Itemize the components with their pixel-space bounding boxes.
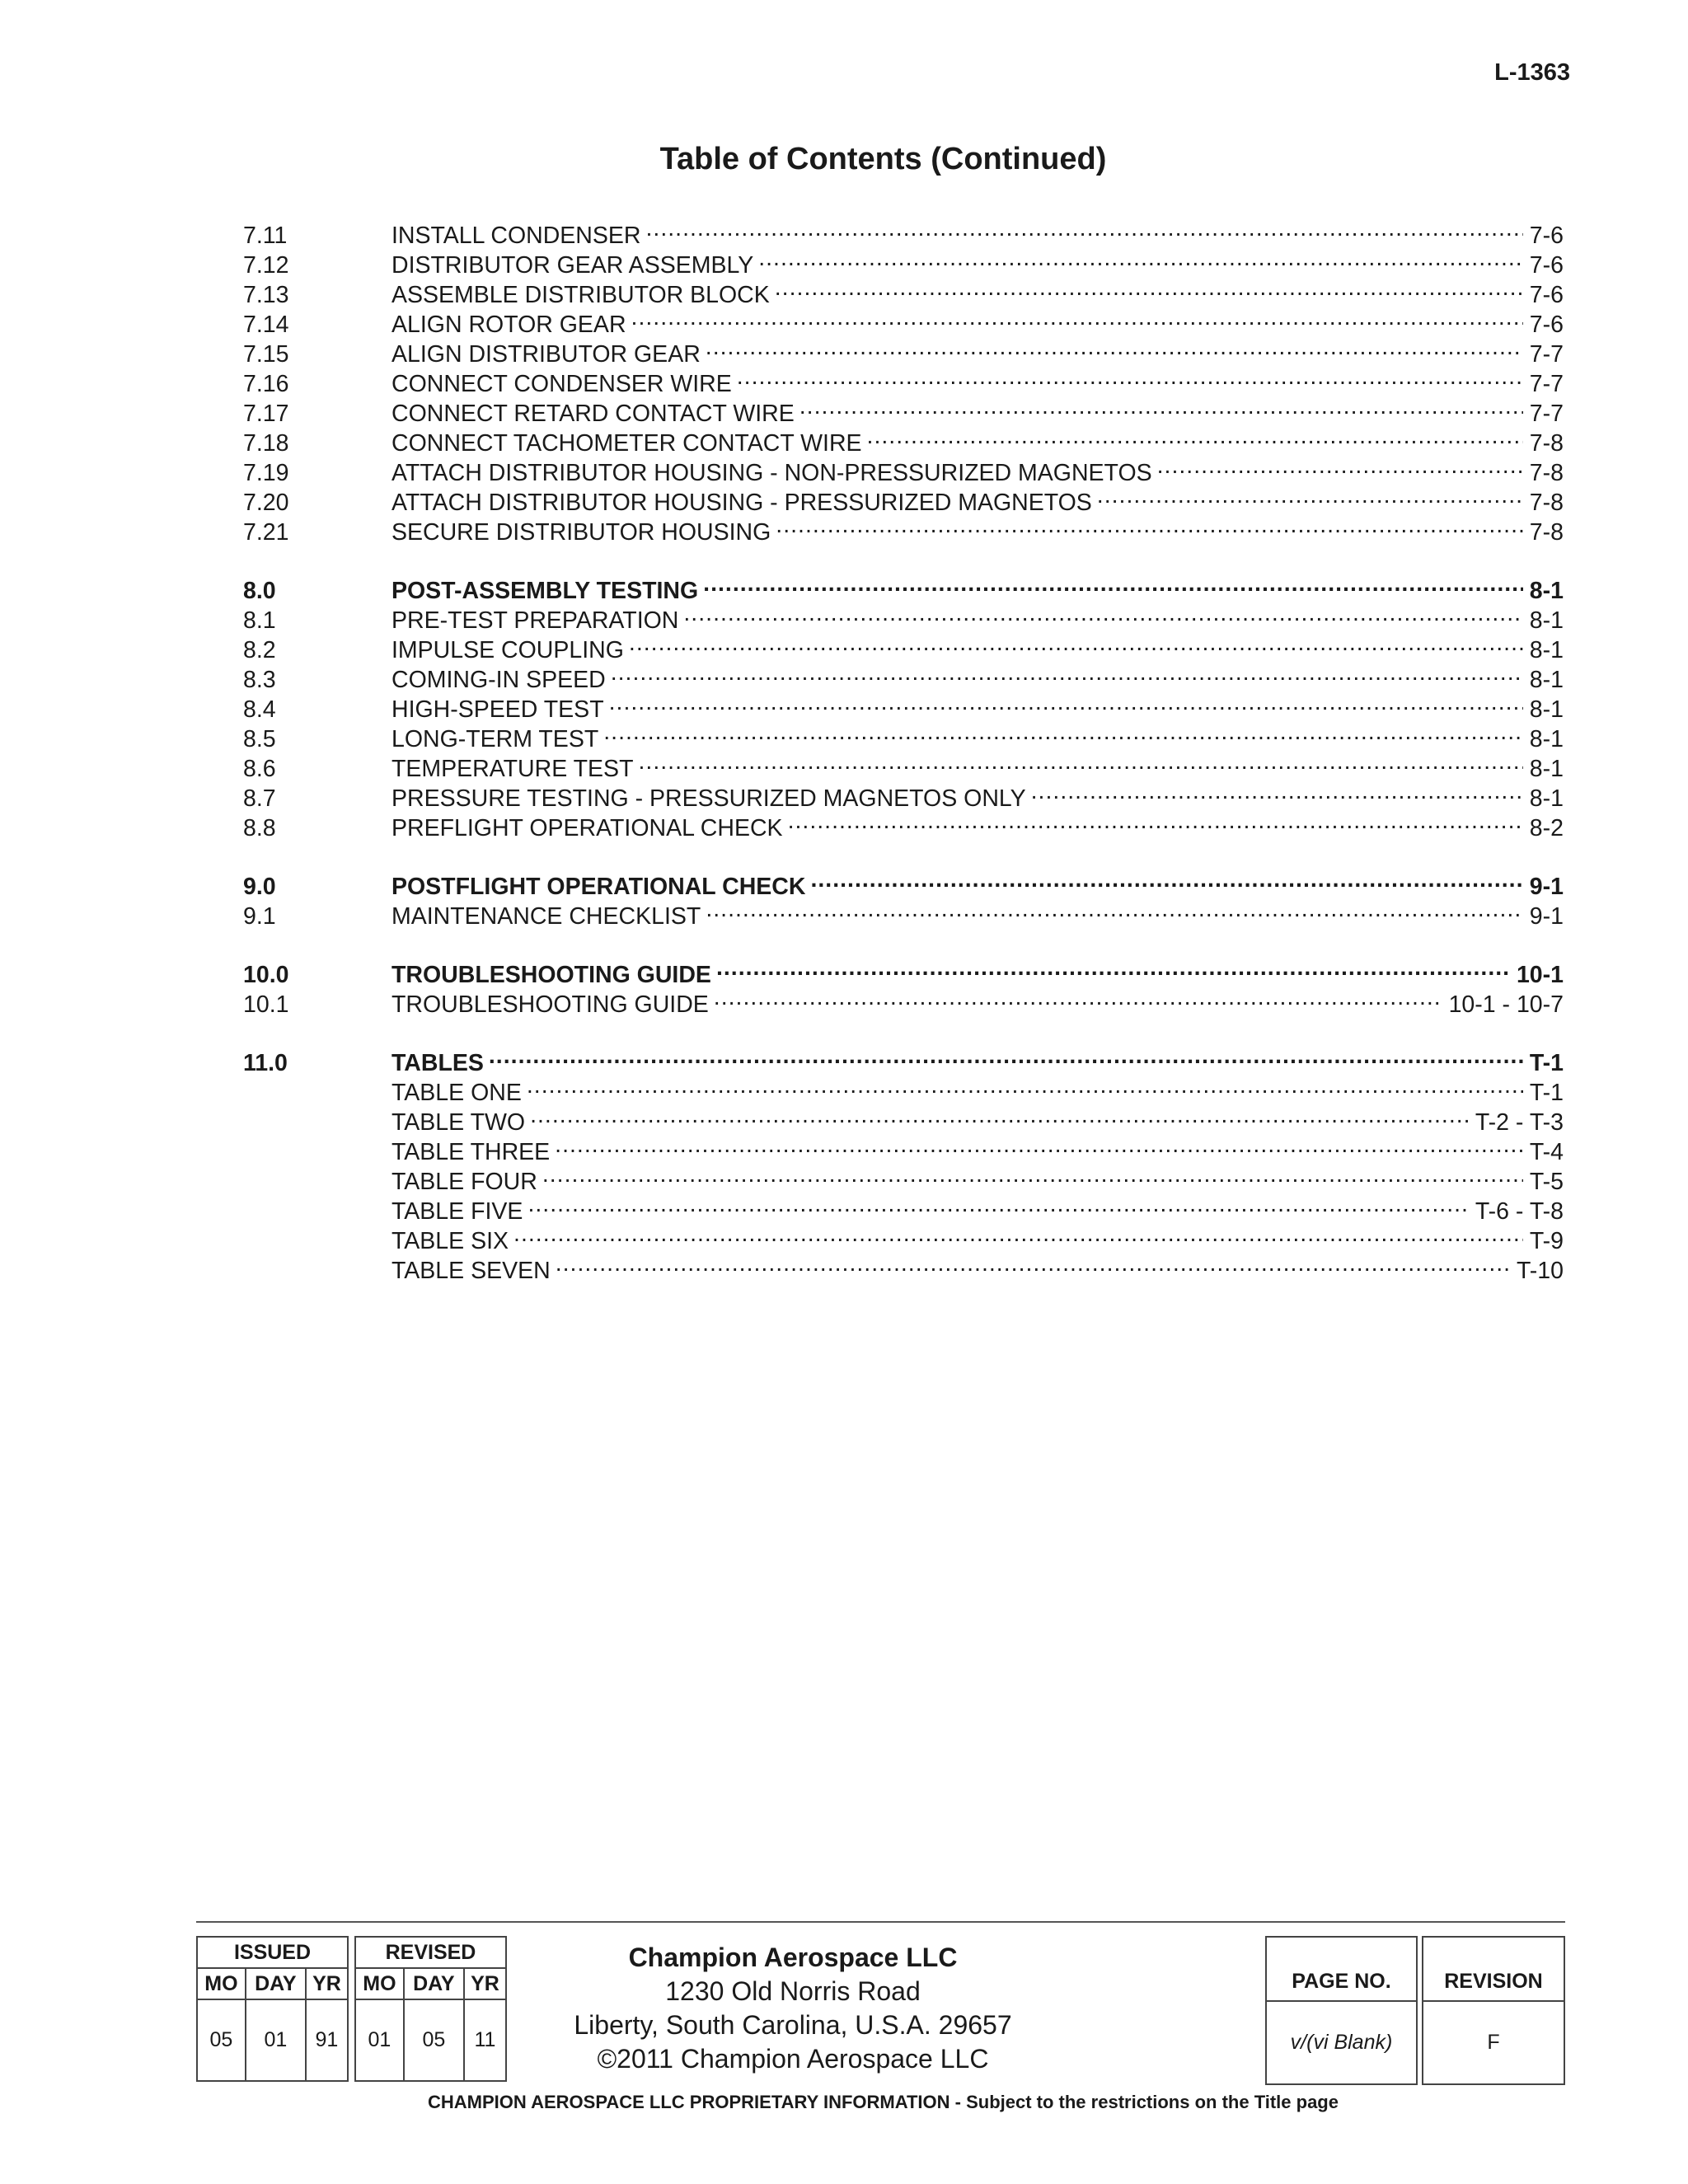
toc-entry-page: 7-7 [1529,371,1564,397]
toc-entry-number: 10.1 [243,991,289,1018]
toc-entry-title: TROUBLESHOOTING GUIDE [392,962,711,988]
toc-entry-number: 8.5 [243,726,276,752]
toc-dot-leader [603,717,1523,747]
toc-dot-leader [631,302,1523,332]
revised-yr: 11 [464,1999,506,2081]
toc-entry-page: T-4 [1529,1139,1564,1165]
toc-entry-page: 9-1 [1529,874,1564,900]
issued-yr-label: YR [306,1968,348,1999]
toc-entry-number: 7.16 [243,371,289,397]
toc-entry-page: 7-6 [1529,312,1564,338]
toc-dot-leader [527,1071,1523,1100]
toc-dot-leader [714,982,1442,1012]
toc-entry-page: 7-6 [1529,252,1564,279]
toc-entry-title: TABLE TWO [392,1109,526,1136]
toc-dot-leader [703,569,1523,598]
toc-entry [243,569,1564,604]
toc-entry-number: 7.21 [243,519,289,546]
toc-entry-number: 8.0 [243,578,276,604]
toc-entry-number: 9.0 [243,874,276,900]
toc-dot-leader [1097,480,1523,510]
toc-entry-title: HIGH-SPEED TEST [392,696,604,723]
issued-day: 01 [246,1999,306,2081]
toc-entry-page: 7-8 [1529,519,1564,546]
toc-entry-title: TROUBLESHOOTING GUIDE [392,991,709,1018]
toc-dot-leader [528,1189,1468,1219]
toc-entry-number: 7.13 [243,282,289,308]
toc-entry-page: 8-1 [1529,726,1564,752]
page-title: Table of Contents (Continued) [659,142,1107,176]
toc-entry-number: 8.4 [243,696,276,723]
company-copyright: ©2011 Champion Aerospace LLC [597,2044,989,2074]
toc-dot-leader [867,421,1523,451]
toc-entry-number: 7.20 [243,490,289,516]
toc-entry-title: TABLE ONE [392,1080,522,1106]
toc-entry-page: 9-1 [1529,903,1564,930]
toc-entry-page: 7-8 [1529,490,1564,516]
toc-dot-leader [556,1249,1510,1278]
toc-entry-number: 7.14 [243,312,289,338]
toc-entry-page: T-2 - T-3 [1475,1109,1564,1136]
toc-entry-title: TABLE SIX [392,1228,509,1254]
company-address-line2: Liberty, South Carolina, U.S.A. 29657 [574,2010,1012,2040]
toc-entry-title: POST-ASSEMBLY TESTING [392,578,699,604]
toc-entry-number: 10.0 [243,962,289,988]
page-number-box [1265,1936,1418,2085]
toc-entry-title: ATTACH DISTRIBUTOR HOUSING - NON-PRESSURIZED MAGNETOS [392,460,1152,486]
toc-entry-title: TABLE FIVE [392,1198,523,1225]
revised-mo-label: MO [355,1968,404,1999]
toc-dot-leader [530,1100,1469,1130]
toc-entry [243,1041,1564,1076]
toc-dot-leader [611,658,1523,687]
page-number-label: PAGE NO. [1267,1938,1416,2002]
toc-entry-page: 7-6 [1529,223,1564,249]
footer-block [196,1936,1565,2087]
toc-dot-leader [799,391,1523,421]
toc-dot-leader [737,362,1523,391]
toc-entry-page: 7-7 [1529,341,1564,368]
toc-dot-leader [1031,776,1523,806]
toc-entry-page: T-9 [1529,1228,1564,1254]
toc-dot-leader [706,894,1522,924]
toc-entry-title: TABLE FOUR [392,1169,537,1195]
toc-entry-page: 7-8 [1529,430,1564,457]
toc-entry-page: 7-6 [1529,282,1564,308]
toc-dot-leader [776,510,1523,540]
company-name: Champion Aerospace LLC [628,1943,958,1972]
toc-entry-title: CONNECT CONDENSER WIRE [392,371,732,397]
document-number: L-1363 [1494,59,1570,86]
toc-dot-leader [638,747,1522,776]
toc-dot-leader [609,687,1523,717]
toc-entry-title: TABLE THREE [392,1139,551,1165]
toc-entry-title: CONNECT TACHOMETER CONTACT WIRE [392,430,862,457]
toc-entry-title: PREFLIGHT OPERATIONAL CHECK [392,815,783,841]
company-info [509,1936,1077,2074]
toc-entry-number: 8.6 [243,756,276,782]
toc-dot-leader [542,1160,1523,1189]
toc-entry-number: 8.2 [243,637,276,663]
toc-entry-title: IMPULSE COUPLING [392,637,624,663]
issued-mo-label: MO [197,1968,246,1999]
toc-dot-leader [683,598,1522,628]
toc-dot-leader [489,1041,1523,1071]
toc-dot-leader [775,273,1523,302]
toc-entry-number: 7.12 [243,252,289,279]
toc-entry-title: PRESSURE TESTING - PRESSURIZED MAGNETOS ONLY [392,785,1026,812]
toc-dot-leader [758,243,1523,273]
revised-label: REVISED [355,1937,506,1968]
toc-entry-page: 8-1 [1529,607,1564,634]
toc-entry-page: 8-1 [1529,696,1564,723]
toc-entry-page: 7-7 [1529,401,1564,427]
toc-entry-title: INSTALL CONDENSER [392,223,641,249]
toc-entry-page: T-5 [1529,1169,1564,1195]
toc-dot-leader [555,1130,1523,1160]
toc-dot-leader [706,332,1523,362]
issued-mo: 05 [197,1999,246,2081]
toc-entry-number: 8.1 [243,607,276,634]
footer-divider [196,1921,1565,1923]
toc-entry-number: 7.18 [243,430,289,457]
toc-entry [243,865,1564,900]
toc-entry-number: 8.3 [243,667,276,693]
revised-yr-label: YR [464,1968,506,1999]
toc-entry-number: 8.7 [243,785,276,812]
revision-box [1422,1936,1565,2085]
toc-entry-page: 10-1 [1516,962,1564,988]
toc-dot-leader [513,1219,1523,1249]
toc-entry-number: 7.19 [243,460,289,486]
toc-entry [243,213,1564,249]
toc-entry-title: PRE-TEST PREPARATION [392,607,679,634]
toc-entry-page: 8-1 [1529,667,1564,693]
toc-dot-leader [645,213,1522,243]
toc-entry-title: SECURE DISTRIBUTOR HOUSING [392,519,771,546]
toc-entry [243,953,1564,988]
revision-label: REVISION [1423,1938,1564,2002]
toc-entry-page: 7-8 [1529,460,1564,486]
revised-day-label: DAY [404,1968,464,1999]
page-number-value: v/(vi Blank) [1290,2031,1393,2054]
revised-mo: 01 [355,1999,404,2081]
toc-entry-title: TABLES [392,1050,484,1076]
revised-day: 05 [404,1999,464,2081]
issued-day-label: DAY [246,1968,306,1999]
issued-box [196,1936,349,2082]
toc-entry-number: 7.17 [243,401,289,427]
toc-dot-leader [629,628,1523,658]
toc-dot-leader [810,865,1522,894]
company-address-line1: 1230 Old Norris Road [665,1976,921,2006]
toc-entry-title: ATTACH DISTRIBUTOR HOUSING - PRESSURIZED MAGNETOS [392,490,1092,516]
toc-dot-leader [1157,451,1523,480]
toc-entry-title: COMING-IN SPEED [392,667,606,693]
toc-entry-number: 7.11 [243,223,288,249]
revised-box [354,1936,507,2082]
toc-entry-title: ALIGN ROTOR GEAR [392,312,626,338]
issued-yr: 91 [306,1999,348,2081]
toc-entry-page: 8-1 [1529,578,1564,604]
toc-entry-number: 11.0 [243,1050,288,1076]
toc-entry-title: ASSEMBLE DISTRIBUTOR BLOCK [392,282,770,308]
toc-entry-page: T-1 [1529,1050,1564,1076]
toc-entry-title: CONNECT RETARD CONTACT WIRE [392,401,795,427]
toc-entry-page: 8-1 [1529,637,1564,663]
toc-dot-leader [788,806,1523,836]
toc-entry-page: 8-1 [1529,756,1564,782]
revision-value: F [1487,2031,1500,2054]
toc-entry-title: POSTFLIGHT OPERATIONAL CHECK [392,874,806,900]
toc-entry-title: MAINTENANCE CHECKLIST [392,903,701,930]
toc-entry-page: T-10 [1516,1258,1564,1284]
toc-dot-leader [716,953,1510,982]
toc-entry-title: TEMPERATURE TEST [392,756,634,782]
toc-entry-page: 8-2 [1529,815,1564,841]
toc-entry-title: TABLE SEVEN [392,1258,551,1284]
toc-entry-page: 10-1 - 10-7 [1448,991,1564,1018]
toc-entry-title: LONG-TERM TEST [392,726,599,752]
proprietary-notice: CHAMPION AEROSPACE LLC PROPRIETARY INFORMATION - Subject to the restrictions on the Title page [428,2092,1339,2112]
toc-entry-page: T-6 - T-8 [1475,1198,1564,1225]
issued-label: ISSUED [197,1937,348,1968]
toc-entry-number: 8.8 [243,815,276,841]
toc-entry-page: T-1 [1529,1080,1564,1106]
toc-entry-number: 9.1 [243,903,276,930]
toc-entry-page: 8-1 [1529,785,1564,812]
toc-entry-title: ALIGN DISTRIBUTOR GEAR [392,341,701,368]
toc-entry-title: DISTRIBUTOR GEAR ASSEMBLY [392,252,754,279]
table-of-contents [243,213,1564,1284]
toc-entry-number: 7.15 [243,341,289,368]
